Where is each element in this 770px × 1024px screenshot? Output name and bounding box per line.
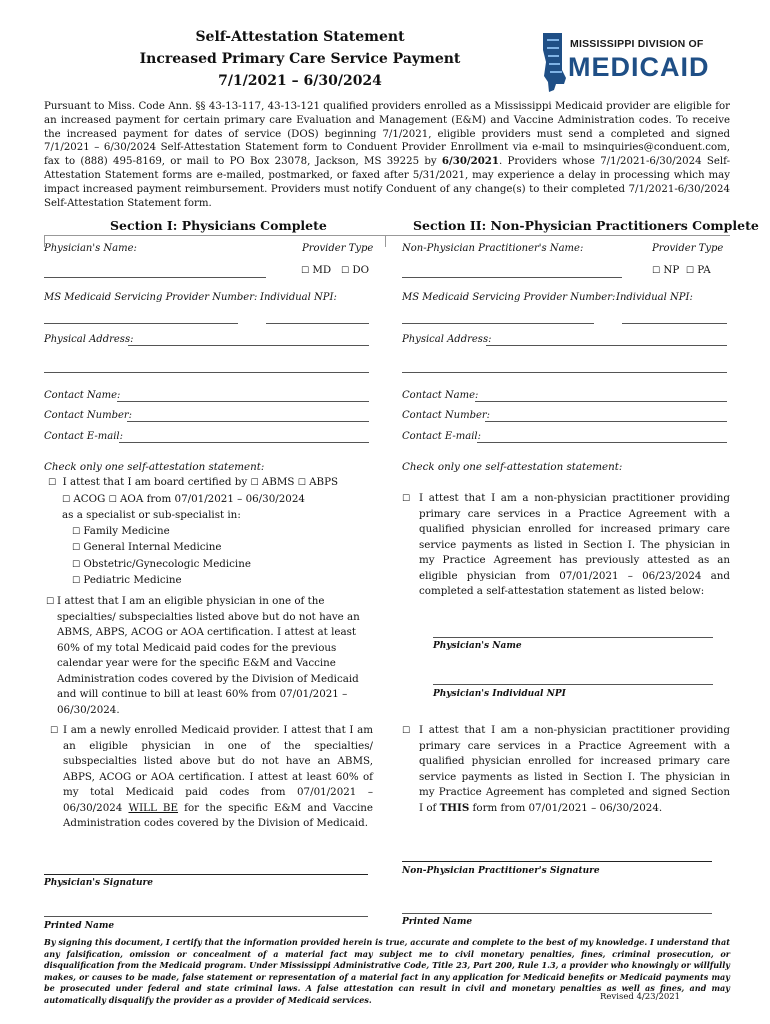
section1-heading: Section I: Physicians Complete xyxy=(110,218,327,233)
physician-signature-label: Physician's Signature xyxy=(44,878,154,888)
s2-opt2-text-2: form from 07/01/2021 – 06/30/2024. xyxy=(469,801,663,814)
this-emphasis: THIS xyxy=(439,801,470,814)
s1-contact-email-field[interactable] xyxy=(119,442,369,443)
medicaid-logo xyxy=(540,28,740,100)
s2-address-field[interactable] xyxy=(486,345,727,346)
s1-opt3-text-1: I am a newly enrolled Medicaid provider. I attest that I am an eligible physician in one of the specialties/ subspecialties listed above but do not have an ABMS, ABPS, ACOG or AOA certification. I attest at least 60% of my total Medicaid paid codes from 07/01/2021 – 06/30/2024 xyxy=(63,724,373,814)
s1-contact-number-field[interactable] xyxy=(127,421,369,422)
logo-medicaid-text: MEDICAID xyxy=(568,52,710,82)
s2-opt1-checkbox[interactable]: ☐ xyxy=(402,494,411,504)
section-divider xyxy=(385,235,386,247)
family-medicine-checkbox[interactable]: ☐ xyxy=(72,526,81,537)
abms-label: ABMS xyxy=(261,476,295,488)
s1-printed-name-field[interactable] xyxy=(44,916,368,917)
s2-option1-text: I attest that I am a non-physician practitioner providing primary care services in a Practice Agreement with a qualified physician enrolled for increased primary care service payments as listed in Section I. The physician in my Practice Agreement has previously attested as an eligible physician from 07/01/2021 – 06/23/2024 and completed a self-attestation statement as listed below: xyxy=(419,492,730,597)
section-top-rule xyxy=(44,235,730,236)
s1-check-only: Check only one self-attestation statement: xyxy=(44,461,265,473)
np-pa-checkboxes xyxy=(652,263,711,280)
s2-contact-number-label: Contact Number: xyxy=(402,410,491,421)
intro-text-1: Pursuant to Miss. Code Ann. §§ 43-13-117, 43-13-121 qualified providers enrolled as a Mississippi Medicaid provider are eligible for an increased payment for certain primary care Evaluation and Management (E&M) and Vaccine Administration codes. To receive the increased payment for dates of service (DOS) beginning 7/1/2021, eligible providers must send a completed and signed 7/1/2021 – 6/30/2024 Self-Attestation Statement form to Conduent Provider Enrollment via e-mail to msinquiries@conduent.com, fax to (888) 495-8169, or mail to PO Box 23078, Jackson, MS 39225 by xyxy=(44,101,730,168)
s1-contact-email-label: Contact E-mail: xyxy=(44,431,123,442)
specialty-family xyxy=(72,524,378,541)
physician-signature-field[interactable] xyxy=(44,874,368,875)
s2-contact-name-field[interactable] xyxy=(475,401,727,402)
physician-name-label: Physician's Name: xyxy=(44,243,137,254)
aoa-checkbox[interactable]: ☐ xyxy=(108,494,117,505)
phys-npi-label: Physician's Individual NPI xyxy=(433,689,566,699)
internal-medicine-checkbox[interactable]: ☐ xyxy=(72,543,81,553)
s1-opt2-checkbox[interactable]: ☐ xyxy=(46,597,55,607)
form-title xyxy=(130,26,470,92)
pediatric-checkbox[interactable]: ☐ xyxy=(72,576,81,586)
revision-date: Revised 4/23/2021 xyxy=(600,992,681,1002)
s2-printed-name-label: Printed Name xyxy=(402,917,473,927)
s2-provider-type-label: Provider Type xyxy=(652,243,724,254)
s2-contact-email-label: Contact E-mail: xyxy=(402,431,481,442)
s2-printed-name-field[interactable] xyxy=(402,913,712,914)
intro-deadline: 6/30/2021 xyxy=(441,155,499,168)
specialty-list xyxy=(48,524,378,590)
s2-servicing-field[interactable] xyxy=(402,323,594,324)
s1-servicing-label: MS Medicaid Servicing Provider Number: xyxy=(44,292,258,303)
s1-contact-number-label: Contact Number: xyxy=(44,410,133,421)
specialty-internal xyxy=(72,540,378,557)
phys-name-label: Physician's Name xyxy=(433,641,522,651)
intro-paragraph xyxy=(44,100,730,210)
abps-checkbox[interactable]: ☐ xyxy=(297,478,306,488)
acog-checkbox[interactable]: ☐ xyxy=(62,494,71,505)
do-label: DO xyxy=(352,264,370,276)
certification-statement: By signing this document, I certify that the information provided herein is true, accurate and complete to the best of my knowledge. I understand that any falsification, omission or concealment of a material fact may subject me to civil monetary penalties, fines, criminal prosecution, or disqualification from the Medicaid program. Under Mississippi Administrative Code, Title 23, Part 200, Rule 1.3, a provider who knowingly or willfully makes, or causes to be made, false statement or representation of a material fact in any application for Medicaid benefits or Medicaid payments may be prosecuted under federal and state criminal laws. A false attestation can result in civil and monetary penalties as well as fines, and may automatically disqualify the provider as a provider of Medicaid services. xyxy=(44,937,730,1005)
s1-address-field-2[interactable] xyxy=(44,372,369,373)
s2-opt2-text-1: I attest that I am a non-physician practitioner providing primary care services in a Practice Agreement with a qualified physician enrolled for increased primary care service payments as listed in Section I. The physician in my Practice Agreement has completed and signed Section I of xyxy=(419,724,730,814)
do-checkbox[interactable]: ☐ xyxy=(341,266,350,276)
abps-label: ABPS xyxy=(309,476,339,488)
specialty-obgyn xyxy=(72,557,378,574)
will-be-emphasis: WILL BE xyxy=(128,801,179,814)
acog-label: ACOG xyxy=(73,492,106,505)
obgyn-checkbox[interactable]: ☐ xyxy=(72,559,81,570)
npp-signature-field[interactable] xyxy=(402,861,712,862)
phys-npi-field[interactable] xyxy=(433,684,713,685)
physician-name-field[interactable] xyxy=(44,277,266,278)
s1-contact-name-field[interactable] xyxy=(117,401,369,402)
title-line-1: Self-Attestation Statement xyxy=(195,29,405,45)
s2-npi-label: Individual NPI: xyxy=(616,292,693,303)
specialty-label: General Internal Medicine xyxy=(83,541,222,553)
s2-npi-field[interactable] xyxy=(622,323,727,324)
s1-contact-name-label: Contact Name: xyxy=(44,390,121,401)
specialty-label: Obstetric/Gynecologic Medicine xyxy=(83,557,251,570)
specialty-label: Pediatric Medicine xyxy=(83,574,182,586)
s1-provider-type-label: Provider Type xyxy=(302,243,374,254)
logo-division-text: MISSISSIPPI DIVISION OF xyxy=(570,38,704,50)
npp-name-label: Non-Physician Practitioner's Name: xyxy=(402,243,584,254)
s1-option3-text xyxy=(63,723,373,832)
npp-name-field[interactable] xyxy=(402,277,622,278)
pa-checkbox[interactable]: ☐ xyxy=(685,266,694,276)
s1-address-label: Physical Address: xyxy=(44,334,134,345)
s2-opt2-checkbox[interactable]: ☐ xyxy=(402,726,411,736)
mississippi-state-icon xyxy=(540,32,568,94)
md-checkbox[interactable]: ☐ xyxy=(301,266,310,276)
s1-servicing-field[interactable] xyxy=(44,323,238,324)
np-checkbox[interactable]: ☐ xyxy=(652,266,661,276)
s1-npi-field[interactable] xyxy=(266,323,369,324)
s2-address-label: Physical Address: xyxy=(402,334,492,345)
s2-contact-number-field[interactable] xyxy=(485,421,727,422)
s1-opt1-specialist-text: as a specialist or sub-specialist in: xyxy=(62,509,241,521)
specialty-pediatric xyxy=(72,573,378,590)
md-do-checkboxes xyxy=(301,263,369,280)
s1-option2-text: I attest that I am an eligible physician in one of the specialties/ subspecialties listed above but do not have an ABMS, ABPS, ACOG or AOA certification. I attest at least 60% of my total Medicaid paid codes for the previous calendar year were for the specific E&M and Vaccine Administration codes covered by the Division of Medicaid and will continue to bill at least 60% from 07/01/2021 – 06/30/2024. xyxy=(57,595,360,716)
s1-opt3-checkbox[interactable]: ☐ xyxy=(50,726,59,736)
npp-signature-label: Non-Physician Practitioner's Signature xyxy=(402,866,600,876)
title-line-3: 7/1/2021 – 6/30/2024 xyxy=(218,73,382,89)
s2-address-field-2[interactable] xyxy=(402,372,727,373)
s1-npi-label: Individual NPI: xyxy=(260,292,337,303)
pa-label: PA xyxy=(697,264,711,276)
s1-opt1-text: I attest that I am board certified by xyxy=(62,476,248,488)
s2-option2-text xyxy=(419,723,730,816)
intro-text-2: . Providers whose 7/1/2021-6/30/2024 Self-Attestation Statement forms are e-mailed, postmarked, or faxed after 5/31/2021, may experience a delay in processing which may impact increased payment reimbursement. Providers must notify Conduent of any change(s) to their completed 7/1/2021-6/30/2024 Self-Attestation Statement form. xyxy=(44,156,731,209)
s1-printed-name-label: Printed Name xyxy=(44,921,115,931)
abms-checkbox[interactable]: ☐ xyxy=(250,478,259,488)
np-label: NP xyxy=(663,264,680,276)
s1-option1 xyxy=(48,475,378,590)
s1-opt3-text-2: for the specific E&M and Vaccine Administration codes covered by the Division of Medicaid. xyxy=(63,801,374,829)
title-line-2: Increased Primary Care Service Payment xyxy=(139,51,461,67)
s2-contact-email-field[interactable] xyxy=(477,442,727,443)
s2-check-only: Check only one self-attestation statement: xyxy=(402,461,623,473)
s1-address-field[interactable] xyxy=(128,345,369,346)
md-label: MD xyxy=(312,264,332,276)
aoa-label: AOA from 07/01/2021 – 06/30/2024 xyxy=(119,492,305,505)
specialty-label: Family Medicine xyxy=(83,524,170,537)
s1-opt1-checkbox[interactable]: ☐ xyxy=(48,478,57,488)
s2-contact-name-label: Contact Name: xyxy=(402,390,479,401)
s2-servicing-label: MS Medicaid Servicing Provider Number: xyxy=(402,292,616,303)
phys-name-field[interactable] xyxy=(433,637,713,638)
section2-heading: Section II: Non-Physician Practitioners Complete xyxy=(413,218,759,233)
